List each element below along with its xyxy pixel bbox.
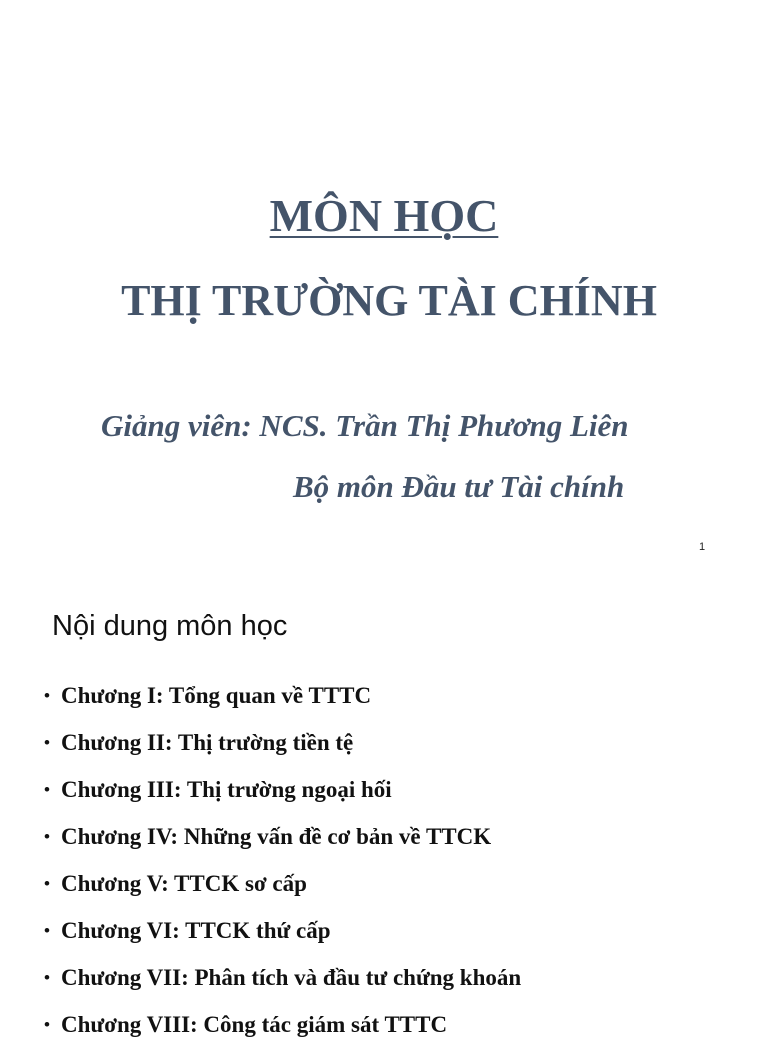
- chapter-item: [44, 964, 521, 1011]
- chapter-item: [44, 870, 521, 917]
- bullet-icon: •: [44, 733, 50, 752]
- chapter-label: Chương VII: Phân tích và đầu tư chứng khoán: [61, 965, 522, 990]
- chapter-item: [44, 917, 521, 964]
- contents-slide: [0, 576, 768, 1037]
- bullet-icon: •: [44, 827, 50, 846]
- chapter-item: [44, 729, 521, 776]
- chapter-label: Chương I: Tổng quan về TTTC: [61, 683, 372, 708]
- chapter-item: [44, 682, 521, 729]
- chapter-label: Chương II: Thị trường tiền tệ: [61, 730, 354, 755]
- contents-heading: Nội dung môn học: [52, 610, 288, 642]
- chapter-label: Chương VI: TTCK thứ cấp: [61, 918, 331, 943]
- chapter-list: [44, 682, 521, 1058]
- chapter-item: [44, 823, 521, 870]
- course-subtitle: THỊ TRƯỜNG TÀI CHÍNH: [121, 276, 657, 325]
- chapter-label: Chương III: Thị trường ngoại hối: [61, 777, 392, 802]
- chapter-label: Chương IV: Những vấn đề cơ bản về TTCK: [61, 824, 492, 849]
- chapter-label: Chương VIII: Công tác giám sát TTTC: [61, 1012, 448, 1037]
- bullet-icon: •: [44, 968, 50, 987]
- bullet-icon: •: [44, 874, 50, 893]
- chapter-item: [44, 1011, 521, 1058]
- chapter-label: Chương V: TTCK sơ cấp: [61, 871, 307, 896]
- lecturer-name: Giảng viên: NCS. Trần Thị Phương Liên: [101, 408, 629, 443]
- chapter-item: [44, 776, 521, 823]
- bullet-icon: •: [44, 1015, 50, 1034]
- course-title: MÔN HỌC: [269, 190, 499, 241]
- bullet-icon: •: [44, 921, 50, 940]
- bullet-icon: •: [44, 780, 50, 799]
- bullet-icon: •: [44, 686, 50, 705]
- slide-number: 1: [699, 541, 706, 553]
- department-name: Bộ môn Đầu tư Tài chính: [293, 469, 625, 504]
